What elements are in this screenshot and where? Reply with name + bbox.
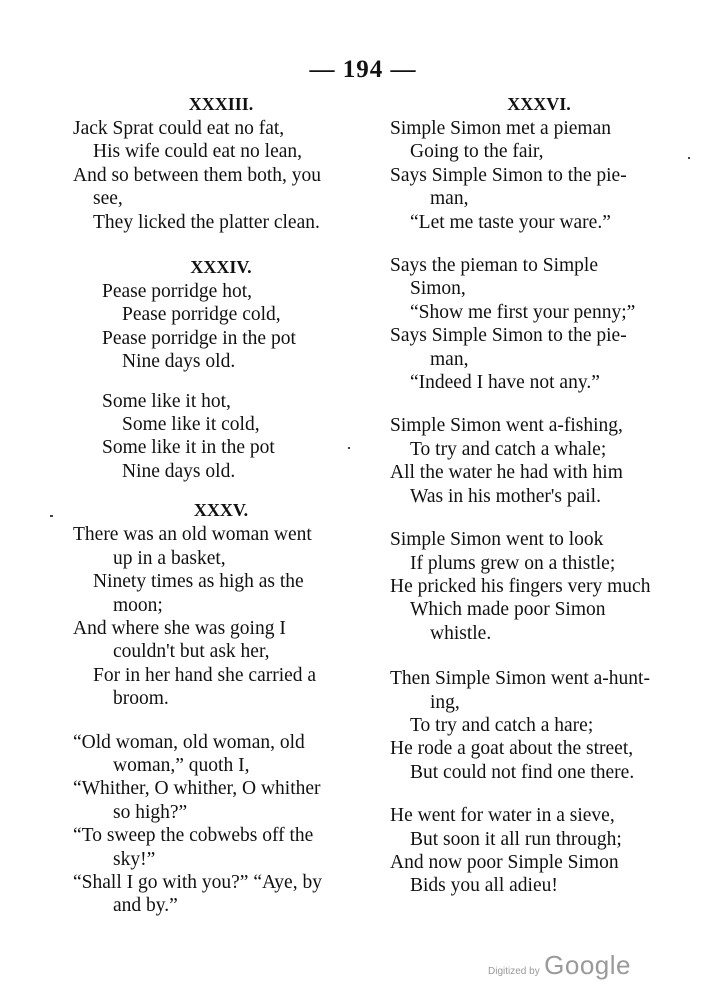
verse-line: see, (93, 188, 123, 210)
verse-line: But could not find one there. (410, 761, 635, 783)
stanza (390, 414, 688, 508)
verse-line: “Show me first your penny;” (410, 301, 636, 323)
verse-line: Simple Simon met a pieman (390, 118, 611, 139)
digitized-by-label: Digitized by (488, 966, 540, 977)
verse-line: couldn't but ask her, (113, 641, 270, 663)
google-logo: Google (544, 950, 631, 980)
verse-line: To try and catch a hare; (410, 714, 594, 736)
verse-line: He rode a goat about the street, (390, 738, 634, 760)
stanza (73, 390, 369, 484)
verse-line: “Let me taste your ware.” (410, 211, 611, 233)
verse-line: whistle. (430, 622, 492, 644)
left-column (73, 93, 369, 918)
verse-line: Jack Sprat could eat no fat, (73, 118, 285, 139)
verse-line: Simon, (410, 278, 466, 300)
stanza (390, 117, 688, 234)
verse-line: moon; (113, 594, 163, 616)
verse-line: Pease porridge in the pot (102, 327, 296, 349)
verse-line: woman,” quoth I, (113, 754, 250, 776)
verse-line: Pease porridge cold, (122, 304, 281, 326)
verse-line: “Indeed I have not any.” (410, 372, 600, 394)
scan-speck (50, 515, 53, 517)
verse-line: If plums grew on a thistle; (410, 552, 616, 574)
verse-line: “Shall I go with you?” “Aye, by (73, 871, 322, 893)
verse-line: He went for water in a sieve, (390, 805, 615, 827)
stanza (390, 804, 688, 898)
scan-speck (348, 447, 350, 449)
verse-line: For in her hand she carried a (93, 664, 317, 686)
verse-line: There was an old woman went (73, 524, 312, 546)
stanza (73, 731, 369, 918)
verse-line: so high?” (113, 801, 188, 823)
verse-line: Some like it hot, (102, 390, 231, 412)
verse-line: broom. (113, 688, 169, 710)
stanza (73, 280, 369, 374)
verse-line: Says Simple Simon to the pie- (390, 325, 627, 347)
verse-line: Some like it cold, (122, 414, 260, 436)
stanza (390, 667, 688, 784)
verse-line: Ninety times as high as the (93, 571, 304, 593)
section-heading-xxxiv: XXXIV. (190, 257, 252, 278)
verse-line: ing, (430, 691, 460, 713)
verse-line: Nine days old. (122, 460, 236, 482)
verse-line: But soon it all run through; (410, 828, 622, 850)
stanza (73, 117, 369, 234)
section-heading-xxxv: XXXV. (193, 500, 249, 521)
digitized-by-google-watermark (488, 950, 631, 981)
verse-line: “Old woman, old woman, old (73, 731, 305, 753)
verse-line: Says Simple Simon to the pie- (390, 164, 627, 186)
verse-line: “Whither, O whither, O whither (73, 778, 321, 800)
verse-line: All the water he had with him (390, 462, 623, 484)
verse-line: He pricked his fingers very much (390, 575, 651, 597)
verse-line: They licked the platter clean. (93, 211, 320, 233)
verse-line: Which made poor Simon (410, 599, 606, 621)
verse-line: Nine days old. (122, 351, 236, 373)
verse-line: sky!” (113, 848, 156, 870)
stanza (73, 523, 369, 710)
scan-speck (688, 157, 690, 159)
stanza (390, 254, 688, 394)
verse-line: And now poor Simple Simon (390, 851, 619, 873)
verse-line: up in a basket, (113, 547, 226, 569)
verse-line: man, (430, 348, 469, 370)
verse-line: Simple Simon went a-fishing, (390, 415, 623, 437)
verse-line: “To sweep the cobwebs off the (73, 825, 314, 847)
verse-line: Was in his mother's pail. (410, 485, 601, 507)
verse-line: And where she was going I (73, 617, 286, 639)
verse-line: Then Simple Simon went a-hunt- (390, 668, 650, 690)
verse-line: man, (430, 188, 469, 210)
verse-line: Simple Simon went to look (390, 529, 604, 551)
section-heading-xxxiii: XXXIII. (188, 94, 254, 114)
verse-line: Pease porridge hot, (102, 281, 253, 303)
right-column (390, 93, 688, 898)
verse-line: and by.” (113, 895, 178, 917)
verse-line: To try and catch a whale; (410, 438, 607, 460)
verse-line: Some like it in the pot (102, 437, 275, 459)
stanza (390, 528, 688, 645)
verse-line: And so between them both, you (73, 164, 322, 186)
page-number: — 194 — (309, 56, 417, 83)
section-heading-xxxvi: XXXVI. (507, 94, 571, 114)
verse-line: Says the pieman to Simple (390, 255, 598, 277)
verse-line: Bids you all adieu! (410, 875, 558, 897)
verse-line: His wife could eat no lean, (93, 141, 303, 163)
verse-line: Going to the fair, (410, 141, 544, 163)
